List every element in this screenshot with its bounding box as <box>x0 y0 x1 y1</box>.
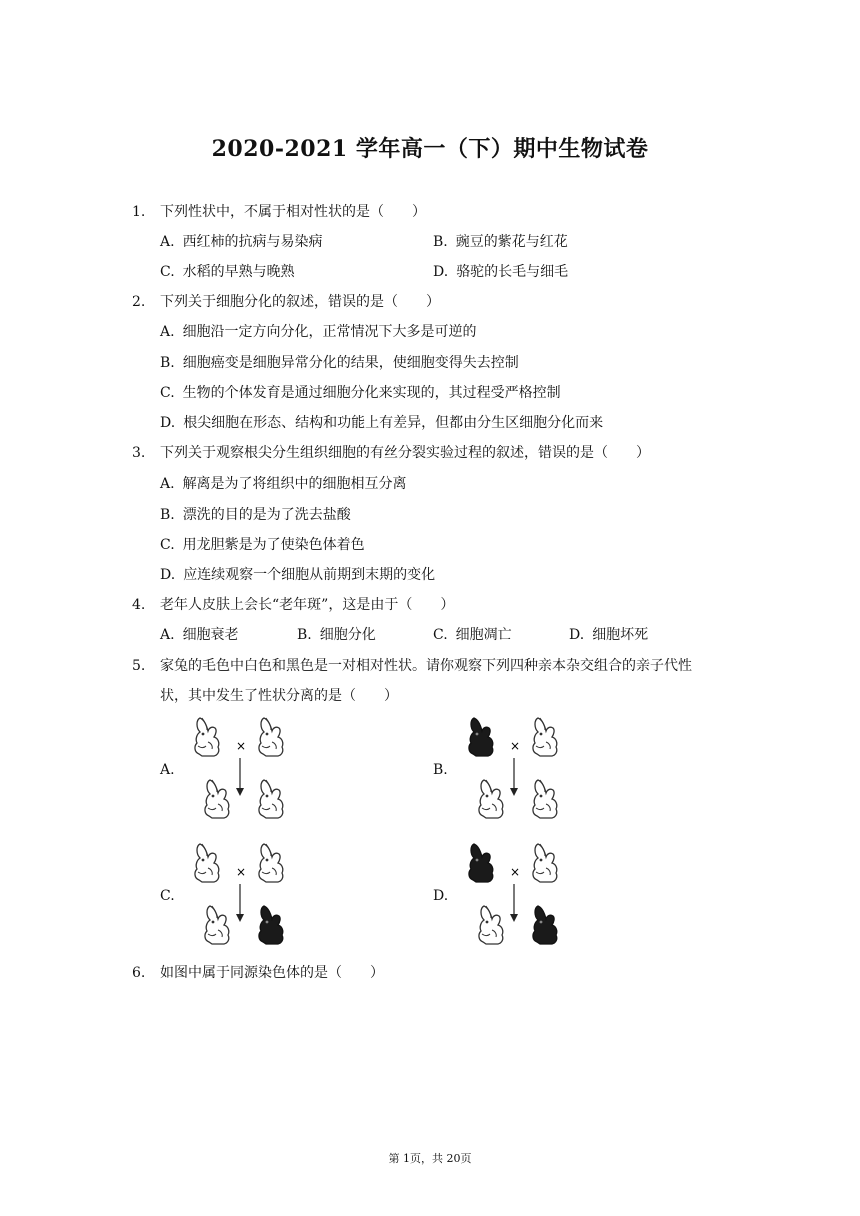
option-text: 应连续观察一个细胞从前期到末期的变化 <box>183 567 436 583</box>
cross-symbol: × <box>510 865 521 879</box>
option-b[interactable] <box>433 232 568 252</box>
cross-symbol: × <box>510 739 521 753</box>
arrow-head-icon <box>236 788 244 796</box>
option-a[interactable] <box>160 232 323 252</box>
option-text: 细胞坏死 <box>592 627 649 643</box>
option-text: 细胞衰老 <box>182 627 239 643</box>
question-stem: 下列性状中，不属于相对性状的是（ ） <box>160 204 426 220</box>
page-footer: 第 1页，共 20页 <box>388 1152 472 1165</box>
question-number: 5. <box>132 658 146 674</box>
rabbit-white-icon <box>479 780 503 818</box>
page-title: 2020-2021 学年高一（下）期中生物试卷 <box>211 136 649 162</box>
rabbit-white-icon <box>195 844 219 882</box>
option-text: 西红柿的抗病与易染病 <box>182 234 323 250</box>
cross-symbol: × <box>236 739 247 753</box>
option-d-label[interactable]: D. <box>433 888 449 904</box>
arrow-head-icon <box>236 914 244 922</box>
rabbit-white-icon <box>205 906 229 944</box>
rabbit-black-icon <box>259 906 283 944</box>
option-label: D. <box>160 567 176 583</box>
cross-diagram-a <box>184 716 296 822</box>
option-d[interactable] <box>569 625 648 645</box>
option-label: C. <box>433 627 448 643</box>
rabbit-white-icon <box>533 844 557 882</box>
option-text: 漂洗的目的是为了洗去盐酸 <box>182 507 351 523</box>
question-number: 2. <box>132 294 146 310</box>
rabbit-white-icon <box>259 844 283 882</box>
cross-diagram-d <box>458 842 570 948</box>
option-b-label[interactable]: B. <box>433 762 448 778</box>
option-c[interactable] <box>433 625 512 645</box>
option-b[interactable] <box>297 625 376 645</box>
option-text: 根尖细胞在形态、结构和功能上有差异，但都由分生区细胞分化而来 <box>183 415 604 431</box>
cross-diagram-c <box>184 842 296 948</box>
rabbit-white-icon <box>479 906 503 944</box>
rabbit-white-icon <box>195 718 219 756</box>
option-a[interactable] <box>160 322 477 342</box>
option-c[interactable] <box>160 262 295 282</box>
arrow-head-icon <box>510 788 518 796</box>
option-label: B. <box>433 234 448 250</box>
question-stem-line-1: 家兔的毛色中白色和黑色是一对相对性状。请你观察下列四种亲本杂交组合的亲子代性 <box>160 658 692 674</box>
option-label: B. <box>160 355 175 371</box>
question-stem: 下列关于细胞分化的叙述，错误的是（ ） <box>160 294 440 310</box>
question-stem: 老年人皮肤上会长“老年斑”，这是由于（ ） <box>160 597 455 613</box>
option-label: B. <box>297 627 312 643</box>
option-label: A. <box>160 627 175 643</box>
option-label: C. <box>160 385 175 401</box>
option-label: A. <box>160 234 175 250</box>
option-text: 细胞沿一定方向分化，正常情况下大多是可逆的 <box>182 324 477 340</box>
option-c[interactable] <box>160 535 365 555</box>
question-number: 1. <box>132 204 146 220</box>
option-text: 细胞凋亡 <box>455 627 512 643</box>
rabbit-white-icon <box>259 718 283 756</box>
option-a-label[interactable]: A. <box>160 762 175 778</box>
option-d[interactable] <box>433 262 568 282</box>
option-text: 豌豆的紫花与红花 <box>455 234 568 250</box>
option-c[interactable] <box>160 383 561 403</box>
rabbit-black-icon <box>469 844 493 882</box>
option-label: C. <box>160 264 175 280</box>
option-text: 细胞分化 <box>319 627 376 643</box>
question-number: 6. <box>132 965 146 981</box>
option-a[interactable] <box>160 474 407 494</box>
option-text: 解离是为了将组织中的细胞相互分离 <box>182 476 407 492</box>
option-text: 细胞癌变是细胞异常分化的结果，使细胞变得失去控制 <box>182 355 519 371</box>
option-text: 骆驼的长毛与细毛 <box>456 264 569 280</box>
option-label: B. <box>160 507 175 523</box>
option-label: C. <box>160 537 175 553</box>
option-text: 生物的个体发育是通过细胞分化来实现的，其过程受严格控制 <box>182 385 561 401</box>
option-c-label[interactable]: C. <box>160 888 175 904</box>
option-label: D. <box>433 264 449 280</box>
rabbit-white-icon <box>533 780 557 818</box>
option-a[interactable] <box>160 625 239 645</box>
rabbit-white-icon <box>259 780 283 818</box>
option-label: D. <box>569 627 585 643</box>
option-label: A. <box>160 476 175 492</box>
option-label: A. <box>160 324 175 340</box>
option-d[interactable] <box>160 413 603 433</box>
option-d[interactable] <box>160 565 435 585</box>
question-number: 3. <box>132 445 146 461</box>
option-text: 用龙胆紫是为了使染色体着色 <box>182 537 365 553</box>
option-text: 水稻的早熟与晚熟 <box>182 264 295 280</box>
rabbit-white-icon <box>205 780 229 818</box>
question-stem: 下列关于观察根尖分生组织细胞的有丝分裂实验过程的叙述，错误的是（ ） <box>160 445 650 461</box>
rabbit-black-icon <box>533 906 557 944</box>
question-stem: 如图中属于同源染色体的是（ ） <box>160 965 384 981</box>
question-number: 4. <box>132 597 146 613</box>
rabbit-black-icon <box>469 718 493 756</box>
option-label: D. <box>160 415 176 431</box>
cross-symbol: × <box>236 865 247 879</box>
question-stem-line-2: 状，其中发生了性状分离的是（ ） <box>160 688 398 704</box>
option-b[interactable] <box>160 505 351 525</box>
option-b[interactable] <box>160 353 519 373</box>
arrow-head-icon <box>510 914 518 922</box>
cross-diagram-b <box>458 716 570 822</box>
rabbit-white-icon <box>533 718 557 756</box>
